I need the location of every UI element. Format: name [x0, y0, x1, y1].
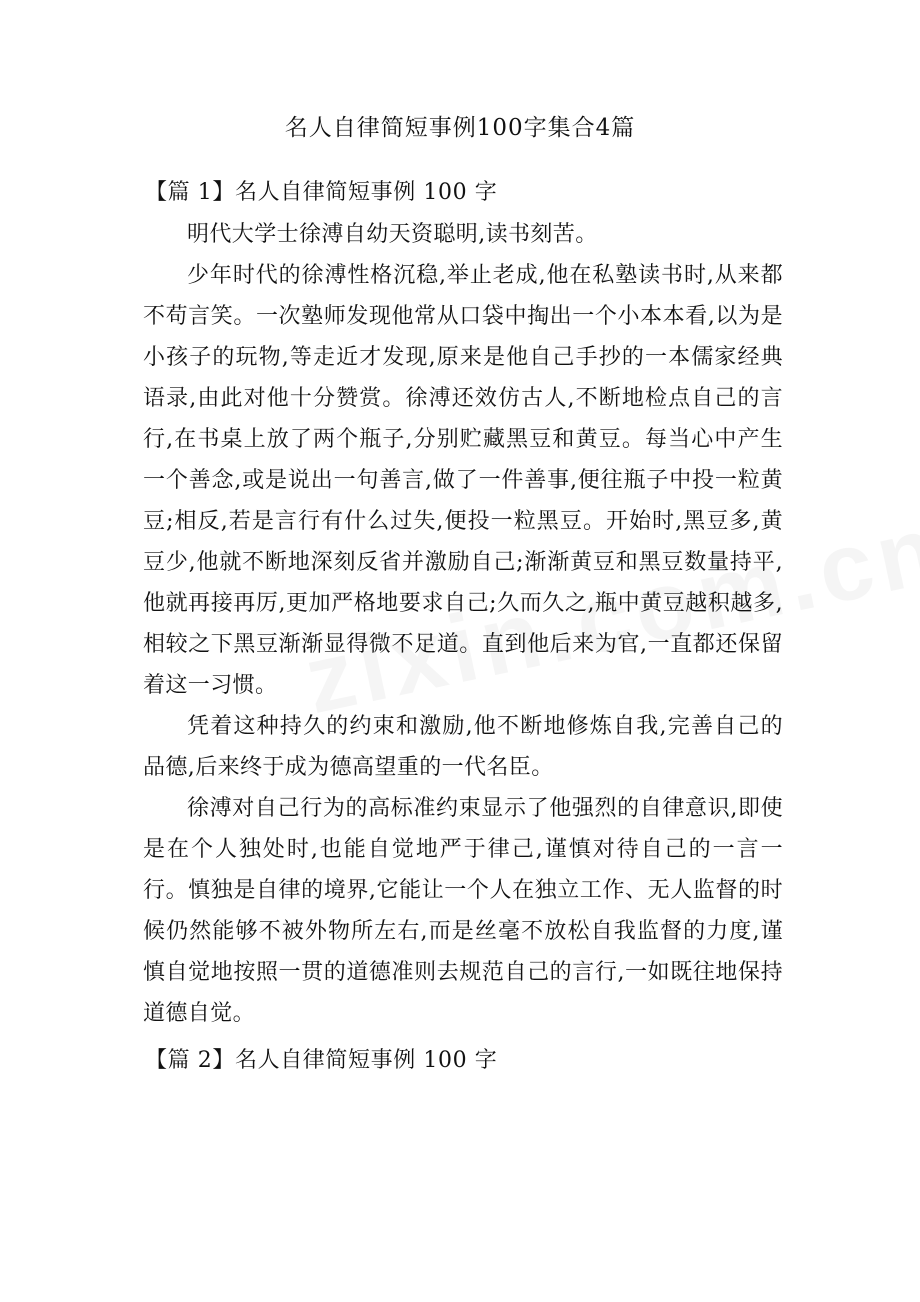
section-2-heading: 【篇 2】名人自律简短事例 100 字 [145, 1048, 498, 1073]
document-title: 名人自律简短事例100字集合4篇 [284, 115, 636, 141]
section-1-paragraph: 凭着这种持久的约束和激励,他不断地修炼自我,完善自己的品德,后来终于成为德高望重的一代名臣。 [143, 714, 783, 780]
document-body [143, 172, 783, 1082]
section-1-paragraph: 少年时代的徐溥性格沉稳,举止老成,他在私塾读书时,从来都不苟言笑。一次塾师发现他常从口袋中掏出一个小本本看,以为是小孩子的玩物,等走近才发现,原来是他自己手抄的一本儒家经典语录,由此对他十分赞赏。徐溥还效仿古人,不断地检点自己的言行,在书桌上放了两个瓶子,分别贮藏黑豆和黄豆。每当心中产生一个善念,或是说出一句善言,做了一件善事,便往瓶子中投一粒黄豆;相反,若是言行有什么过失,便投一粒黑豆。开始时,黑豆多,黄豆少,他就不断地深刻反省并激励自己;渐渐黄豆和黑豆数量持平,他就再接再厉,更加严格地要求自己;久而久之,瓶中黄豆越积越多,相较之下黑豆渐渐显得微不足道。直到他后来为官,一直都还保留着这一习惯。 [143, 263, 783, 698]
section-1-heading: 【篇 1】名人自律简短事例 100 字 [145, 180, 498, 205]
section-1-paragraph: 徐溥对自己行为的高标准约束显示了他强烈的自律意识,即使是在个人独处时,也能自觉地严于律己,谨慎对待自己的一言一行。慎独是自律的境界,它能让一个人在独立工作、无人监督的时候仍然能够不被外物所左右,而是丝毫不放松自我监督的力度,谨慎自觉地按照一贯的道德准则去规范自己的言行,一如既往地保持道德自觉。 [143, 796, 783, 1026]
section-1-paragraph: 明代大学士徐溥自幼天资聪明,读书刻苦。 [187, 222, 598, 247]
